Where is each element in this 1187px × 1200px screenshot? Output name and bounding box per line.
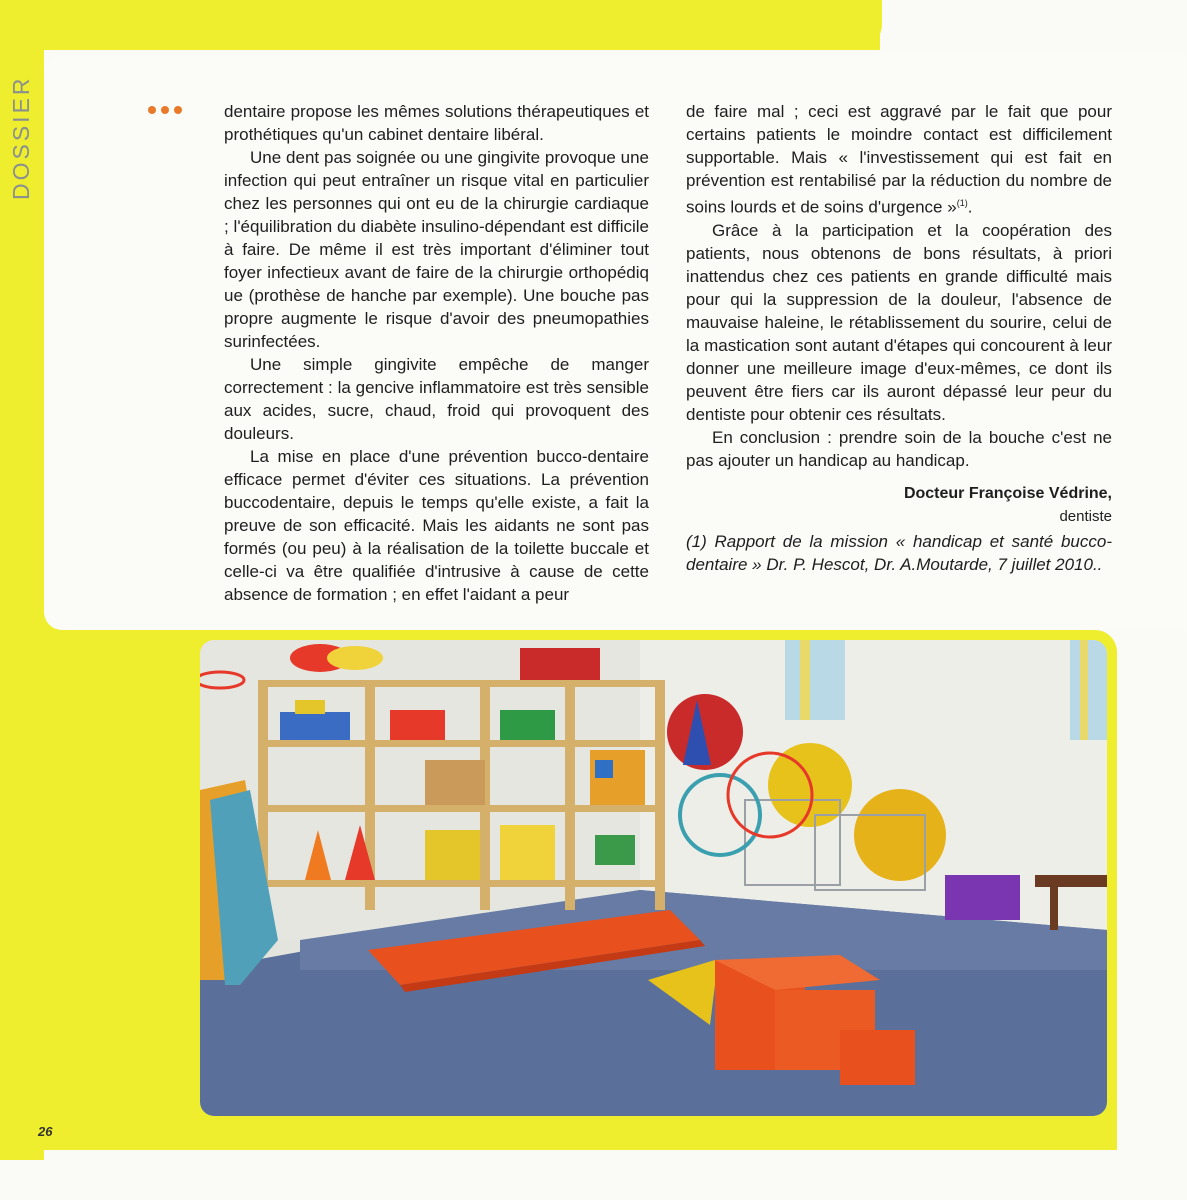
frame-top (0, 0, 880, 50)
paragraph: Grâce à la participation et la coopération des patients, nous obtenons de bons résultats, à priori inattendus chez ces patients en grande difficulté mais pour qui la suppression de la douleur, l'absence de mauvaise haleine, le rétablissement du sourire, celui de la mastication sont autant d'étapes qui concourent à leur donner une meilleure image d'eux-mêmes, ce dont ils peuvent être fiers car ils auront dépassé leur peur du dentiste pour obtenir ces résultats. (686, 220, 1112, 424)
article-column-left (224, 100, 649, 606)
paragraph: Une simple gingivite empêche de manger correctement : la gencive inflammatoire est très sensible aux acides, sucre, chaud, froid qui provoquent des douleurs. (224, 355, 649, 443)
article-column-right (686, 100, 1112, 576)
paragraph: En conclusion : prendre soin de la bouche c'est ne pas ajouter un handicap au handicap. (686, 427, 1112, 470)
room-illustration (200, 640, 1107, 1116)
section-label: DOSSIER (8, 75, 34, 200)
dot-icon (161, 106, 169, 114)
paragraph: dentaire propose les mêmes solutions thérapeutiques et prothétiques qu'un cabinet dentaire libéral. (224, 102, 649, 144)
footnote-reference: (1) Rapport de la mission « handicap et santé bucco-dentaire » Dr. P. Hescot, Dr. A.Moutarde, 7 juillet 2010.. (686, 531, 1112, 574)
therapy-room-photo (200, 640, 1107, 1116)
footnote-marker: (1) (956, 198, 968, 208)
paragraph-end: . (967, 197, 973, 217)
paragraph-text: de faire mal ; ceci est aggravé par le fait que pour certains patients le moindre contact est difficilement supportable. Mais « l'investissement qui est fait en prévention est rentabilisé par la réduction du nombre de soins lourds et de soins d'urgence » (686, 102, 1112, 217)
continuation-dots (148, 106, 182, 114)
paragraph: La mise en place d'une prévention bucco-dentaire efficace permet d'éviter ces situations. La prévention buccodentaire, depuis le temps qu'elle existe, a fait la preuve de son efficacité. Mais les aidants ne sont pas formés (ou peu) à la réalisation de la toilette buccale et celle-ci va être qualifiée d'intrusive à cause de cette absence de formation ; en effet l'aidant a peur (224, 447, 649, 604)
author-signature: Docteur Françoise Védrine, (903, 484, 1112, 502)
paragraph (686, 100, 1112, 219)
paragraph: Une dent pas soignée ou une gingivite provoque une infection qui peut entraîner un risque vital en particulier chez les personnes qui ont eu de la chirurgie cardiaque ; l'équilibration du diabète insulino-dépendant est difficile à faire. De même il est très important d'éliminer tout foyer infectieux avant de faire de la chirurgie orthopédiq ue (prothèse de hanche par exemple). Une bouche pas propre augmente le risque d'avoir des pneumopathies surinfectées. (224, 148, 649, 351)
author-role: dentiste (1059, 507, 1112, 525)
page-number: 26 (38, 1124, 53, 1139)
dot-icon (148, 106, 156, 114)
frame-top-curve (830, 0, 882, 50)
dot-icon (174, 106, 182, 114)
